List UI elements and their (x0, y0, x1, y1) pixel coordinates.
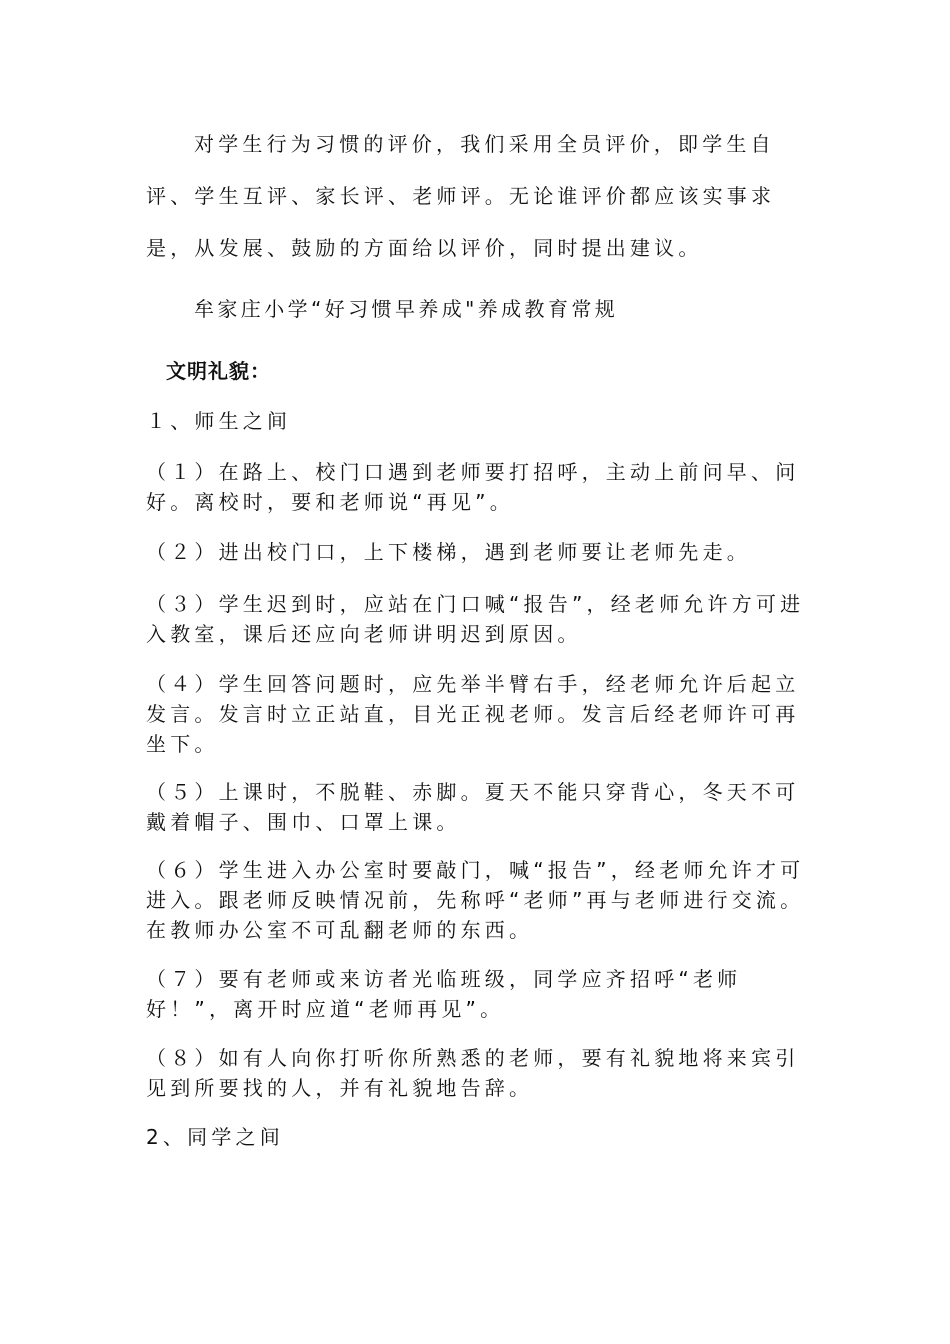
subsection-heading-classmates: 2、同学之间 (146, 1125, 284, 1149)
list-item: （２）进出校门口，上下楼梯，遇到老师要让老师先走。 (146, 540, 751, 564)
list-item: （６）学生进入办公室时要敲门，喊“报告”，经老师允许才可进入。跟老师反映情况前，先称呼“老师”再与老师进行交流。在教师办公室不可乱翻老师的东西。 (146, 858, 805, 942)
list-item: （７）要有老师或来访者光临班级，同学应齐招呼“老师好！”，离开时应道“老师再见”。 (146, 967, 742, 1021)
school-title: 牟家庄小学“好习惯早养成"养成教育常规 (194, 297, 619, 321)
list-item: （４）学生回答问题时，应先举半臂右手，经老师允许后起立发言。发言时立正站直，目光正视老师。发言后经老师许可再坐下。 (146, 672, 800, 756)
intro-paragraph: 对学生行为习惯的评价，我们采用全员评价，即学生自评、学生互评、家长评、老师评。无论谁评价都应该实事求是，从发展、鼓励的方面给以评价，同时提出建议。 (146, 132, 776, 260)
list-item: （５）上课时，不脱鞋、赤脚。夏天不能只穿背心，冬天不可戴着帽子、围巾、口罩上课。 (146, 780, 800, 834)
subsection-heading-teacher-student: １、师生之间 (146, 409, 292, 433)
list-item: （３）学生迟到时，应站在门口喊“报告”，经老师允许方可进入教室，课后还应向老师讲明迟到原因。 (146, 592, 805, 646)
list-item: （８）如有人向你打听你所熟悉的老师，要有礼貌地将来宾引见到所要找的人，并有礼貌地告辞。 (146, 1046, 800, 1100)
section-heading: 文明礼貌： (166, 359, 271, 383)
list-item: （１）在路上、校门口遇到老师要打招呼，主动上前问早、问好。离校时，要和老师说“再见”。 (146, 460, 800, 514)
